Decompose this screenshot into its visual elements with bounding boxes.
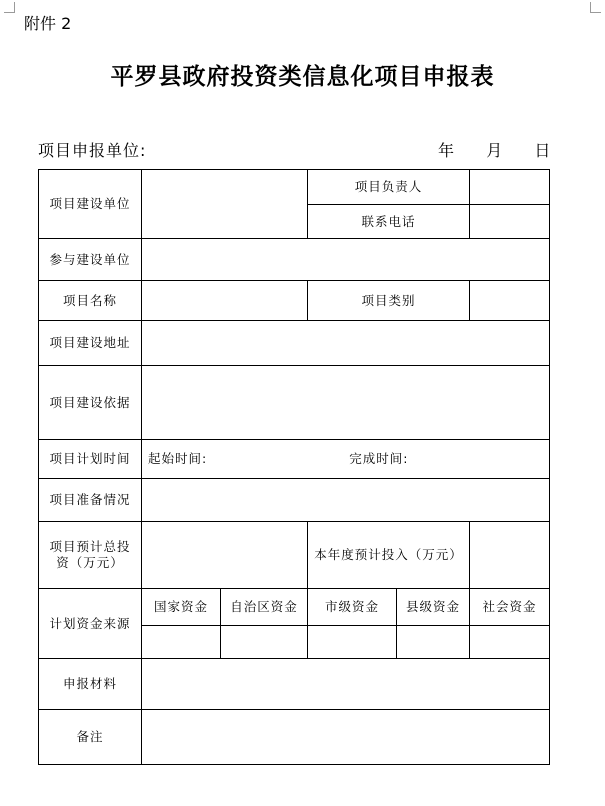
- remarks-label: 备注: [39, 710, 142, 765]
- year-label: 年: [438, 141, 455, 160]
- planned-time-value[interactable]: [142, 440, 550, 479]
- preparation-status-value[interactable]: [142, 479, 550, 522]
- project-category-label: 项目类别: [308, 281, 470, 321]
- total-investment-line-2: 资（万元）: [56, 555, 124, 570]
- project-name-value[interactable]: [142, 281, 308, 321]
- start-time-label: 起始时间:: [148, 451, 208, 467]
- construction-basis-label: 项目建设依据: [39, 366, 142, 440]
- materials-label: 申报材料: [39, 659, 142, 710]
- fund-national-value[interactable]: [142, 626, 221, 659]
- planned-time-label: 项目计划时间: [39, 440, 142, 479]
- construction-basis-value[interactable]: [142, 366, 550, 440]
- document-title: 平罗县政府投资类信息化项目申报表: [110, 64, 495, 90]
- fund-region-value[interactable]: [221, 626, 308, 659]
- fund-city-label: 市级资金: [308, 589, 397, 626]
- annual-investment-value[interactable]: [470, 522, 550, 589]
- annual-investment-label: 本年度预计投入（万元）: [308, 522, 470, 589]
- remarks-value[interactable]: [142, 710, 550, 765]
- day-label: 日: [534, 141, 551, 160]
- construction-unit-value[interactable]: [142, 170, 308, 239]
- applicant-unit-label: 项目申报单位:: [38, 141, 147, 160]
- fund-national-label: 国家资金: [142, 589, 221, 626]
- project-category-value[interactable]: [470, 281, 550, 321]
- fund-county-value[interactable]: [397, 626, 470, 659]
- fund-city-value[interactable]: [308, 626, 397, 659]
- project-lead-label: 项目负责人: [308, 170, 470, 205]
- construction-address-label: 项目建设地址: [39, 321, 142, 366]
- participating-unit-label: 参与建设单位: [39, 239, 142, 281]
- crop-mark-top-right: [590, 2, 601, 13]
- fund-source-label: 计划资金来源: [39, 589, 142, 659]
- materials-value[interactable]: [142, 659, 550, 710]
- month-label: 月: [486, 141, 503, 160]
- construction-address-value[interactable]: [142, 321, 550, 366]
- fund-region-label: 自治区资金: [221, 589, 308, 626]
- total-investment-line-1: 项目预计总投: [49, 539, 131, 555]
- contact-phone-value[interactable]: [470, 205, 550, 239]
- project-lead-value[interactable]: [470, 170, 550, 205]
- fund-social-value[interactable]: [470, 626, 550, 659]
- completion-time-label: 完成时间:: [349, 451, 409, 467]
- total-investment-value[interactable]: [142, 522, 308, 589]
- participating-unit-value[interactable]: [142, 239, 550, 281]
- contact-phone-label: 联系电话: [308, 205, 470, 239]
- attachment-label: 附件 2: [24, 14, 72, 33]
- application-form-table: [38, 169, 550, 765]
- fund-county-label: 县级资金: [397, 589, 470, 626]
- construction-unit-label: 项目建设单位: [39, 170, 142, 239]
- preparation-status-label: 项目准备情况: [39, 479, 142, 522]
- project-name-label: 项目名称: [39, 281, 142, 321]
- date-fields: [438, 138, 550, 161]
- fund-social-label: 社会资金: [470, 589, 550, 626]
- crop-mark-top-left: [4, 2, 15, 13]
- total-investment-label: [39, 522, 142, 589]
